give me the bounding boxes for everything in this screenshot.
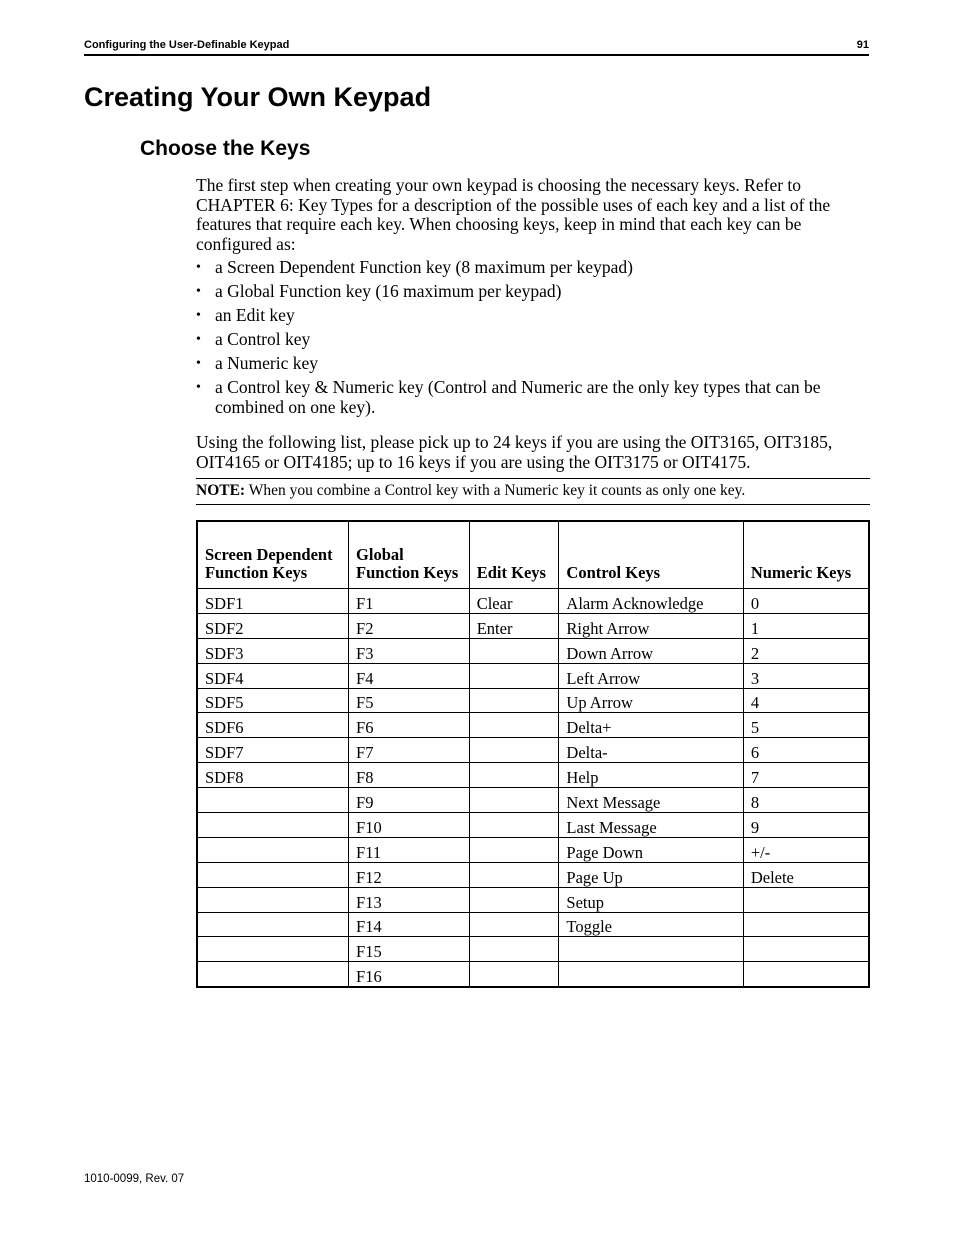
cell-sdf [197,813,349,838]
cell-edit [469,962,559,987]
cell-numeric: 9 [743,813,869,838]
cell-control: Delta- [559,738,743,763]
table-header-row [197,521,869,589]
cell-global: F7 [349,738,470,763]
cell-global: F2 [349,613,470,638]
cell-global: F4 [349,663,470,688]
list-item-text: a Control key & Numeric key (Control and Numeric are the only key types that can be combined on one key). [215,377,821,417]
cell-edit [469,813,559,838]
body-content [196,176,870,505]
page-title: Creating Your Own Keypad [84,82,432,112]
column-header-numeric: Numeric Keys [743,521,869,589]
cell-control: Left Arrow [559,663,743,688]
cell-global: F6 [349,713,470,738]
cell-numeric: +/- [743,837,869,862]
table-row [197,738,869,763]
cell-global: F8 [349,763,470,788]
table-row [197,763,869,788]
table-row [197,962,869,987]
page-number: 91 [856,39,869,51]
cell-sdf: SDF8 [197,763,349,788]
cell-numeric: 1 [743,613,869,638]
intro-paragraph: The first step when creating your own keypad is choosing the necessary keys. Refer to CHAPTER 6: Key Types for a description of the possible uses of each key and a list of the features that require each key. When choosing keys, keep in mind that each key can be configured as: [196,175,831,254]
cell-control: Alarm Acknowledge [559,589,743,614]
document-revision: 1010-0099, Rev. 07 [84,1173,185,1185]
running-header [84,38,869,56]
cell-edit [469,763,559,788]
cell-global: F16 [349,962,470,987]
note-text: When you combine a Control key with a Numeric key it counts as only one key. [248,482,746,500]
list-item-text: a Screen Dependent Function key (8 maximum per keypad) [215,257,633,277]
column-header-control: Control Keys [559,521,743,589]
cell-numeric [743,887,869,912]
cell-edit: Enter [469,613,559,638]
bullet-icon: • [196,332,201,348]
bullet-icon: • [196,308,201,324]
table-row [197,813,869,838]
cell-control: Down Arrow [559,638,743,663]
cell-control: Up Arrow [559,688,743,713]
section-heading: Choose the Keys [140,137,311,160]
column-header-edit: Edit Keys [469,521,559,589]
table-row [197,837,869,862]
table-row [197,713,869,738]
keys-table [196,520,870,988]
cell-control [559,962,743,987]
cell-edit [469,663,559,688]
cell-numeric [743,912,869,937]
bullet-icon: • [196,356,201,372]
bullet-icon: • [196,260,201,275]
cell-sdf: SDF7 [197,738,349,763]
cell-global: F15 [349,937,470,962]
cell-global: F1 [349,589,470,614]
cell-numeric: 4 [743,688,869,713]
cell-sdf [197,837,349,862]
cell-edit [469,937,559,962]
cell-edit [469,788,559,813]
cell-global: F9 [349,788,470,813]
cell-global: F11 [349,837,470,862]
cell-control: Page Up [559,862,743,887]
cell-edit: Clear [469,589,559,614]
cell-control: Help [559,763,743,788]
cell-sdf: SDF1 [197,589,349,614]
cell-sdf: SDF4 [197,663,349,688]
cell-sdf [197,937,349,962]
cell-edit [469,688,559,713]
list-item-text: a Control key [215,329,311,350]
bullet-icon: • [196,380,201,396]
cell-control: Setup [559,887,743,912]
header-section-title: Configuring the User-Definable Keypad [84,39,290,51]
cell-sdf [197,912,349,937]
list-item-text: a Numeric key [215,353,319,374]
cell-numeric: 2 [743,638,869,663]
list-item [196,282,870,302]
list-item-text: an Edit key [215,305,295,326]
cell-control: Right Arrow [559,613,743,638]
cell-control: Delta+ [559,713,743,738]
cell-control: Page Down [559,837,743,862]
cell-numeric [743,962,869,987]
cell-sdf: SDF5 [197,688,349,713]
list-item [196,258,870,278]
cell-sdf [197,788,349,813]
cell-control: Toggle [559,912,743,937]
table-row [197,663,869,688]
note-box [196,478,870,505]
cell-numeric: 7 [743,763,869,788]
list-item-text: a Global Function key (16 maximum per keypad) [215,281,562,302]
cell-sdf: SDF6 [197,713,349,738]
cell-sdf: SDF2 [197,613,349,638]
cell-sdf [197,862,349,887]
table-row [197,688,869,713]
cell-edit [469,738,559,763]
table-row [197,937,869,962]
column-header-sdf: Screen Dependent Function Keys [197,521,349,589]
table-row [197,613,869,638]
cell-global: F12 [349,862,470,887]
list-item [196,306,870,326]
cell-edit [469,713,559,738]
cell-sdf [197,962,349,987]
cell-edit [469,862,559,887]
cell-global: F13 [349,887,470,912]
cell-control: Next Message [559,788,743,813]
table-row [197,788,869,813]
cell-global: F5 [349,688,470,713]
table-row [197,589,869,614]
cell-global: F3 [349,638,470,663]
cell-global: F10 [349,813,470,838]
cell-numeric: 8 [743,788,869,813]
list-item [196,354,870,374]
cell-edit [469,912,559,937]
cell-numeric: 6 [743,738,869,763]
list-item [196,330,870,350]
column-header-global: Global Function Keys [349,521,470,589]
cell-global: F14 [349,912,470,937]
cell-edit [469,887,559,912]
cell-sdf: SDF3 [197,638,349,663]
cell-numeric [743,937,869,962]
note-label: NOTE: [196,482,246,500]
table-row [197,638,869,663]
selection-paragraph: Using the following list, please pick up to 24 keys if you are using the OIT3165, OIT3185, OIT4165 or OIT4185; up to 16 keys if you are using the OIT3175 or OIT4175. [196,432,833,472]
cell-edit [469,837,559,862]
cell-numeric: 3 [743,663,869,688]
cell-edit [469,638,559,663]
cell-numeric: 0 [743,589,869,614]
cell-numeric: Delete [743,862,869,887]
list-item [196,378,870,417]
cell-numeric: 5 [743,713,869,738]
cell-control [559,937,743,962]
table-row [197,862,869,887]
bullet-icon: • [196,284,201,300]
table-row [197,887,869,912]
table-row [197,912,869,937]
key-type-list [196,258,870,417]
table-body [197,589,869,988]
cell-control: Last Message [559,813,743,838]
cell-sdf [197,887,349,912]
